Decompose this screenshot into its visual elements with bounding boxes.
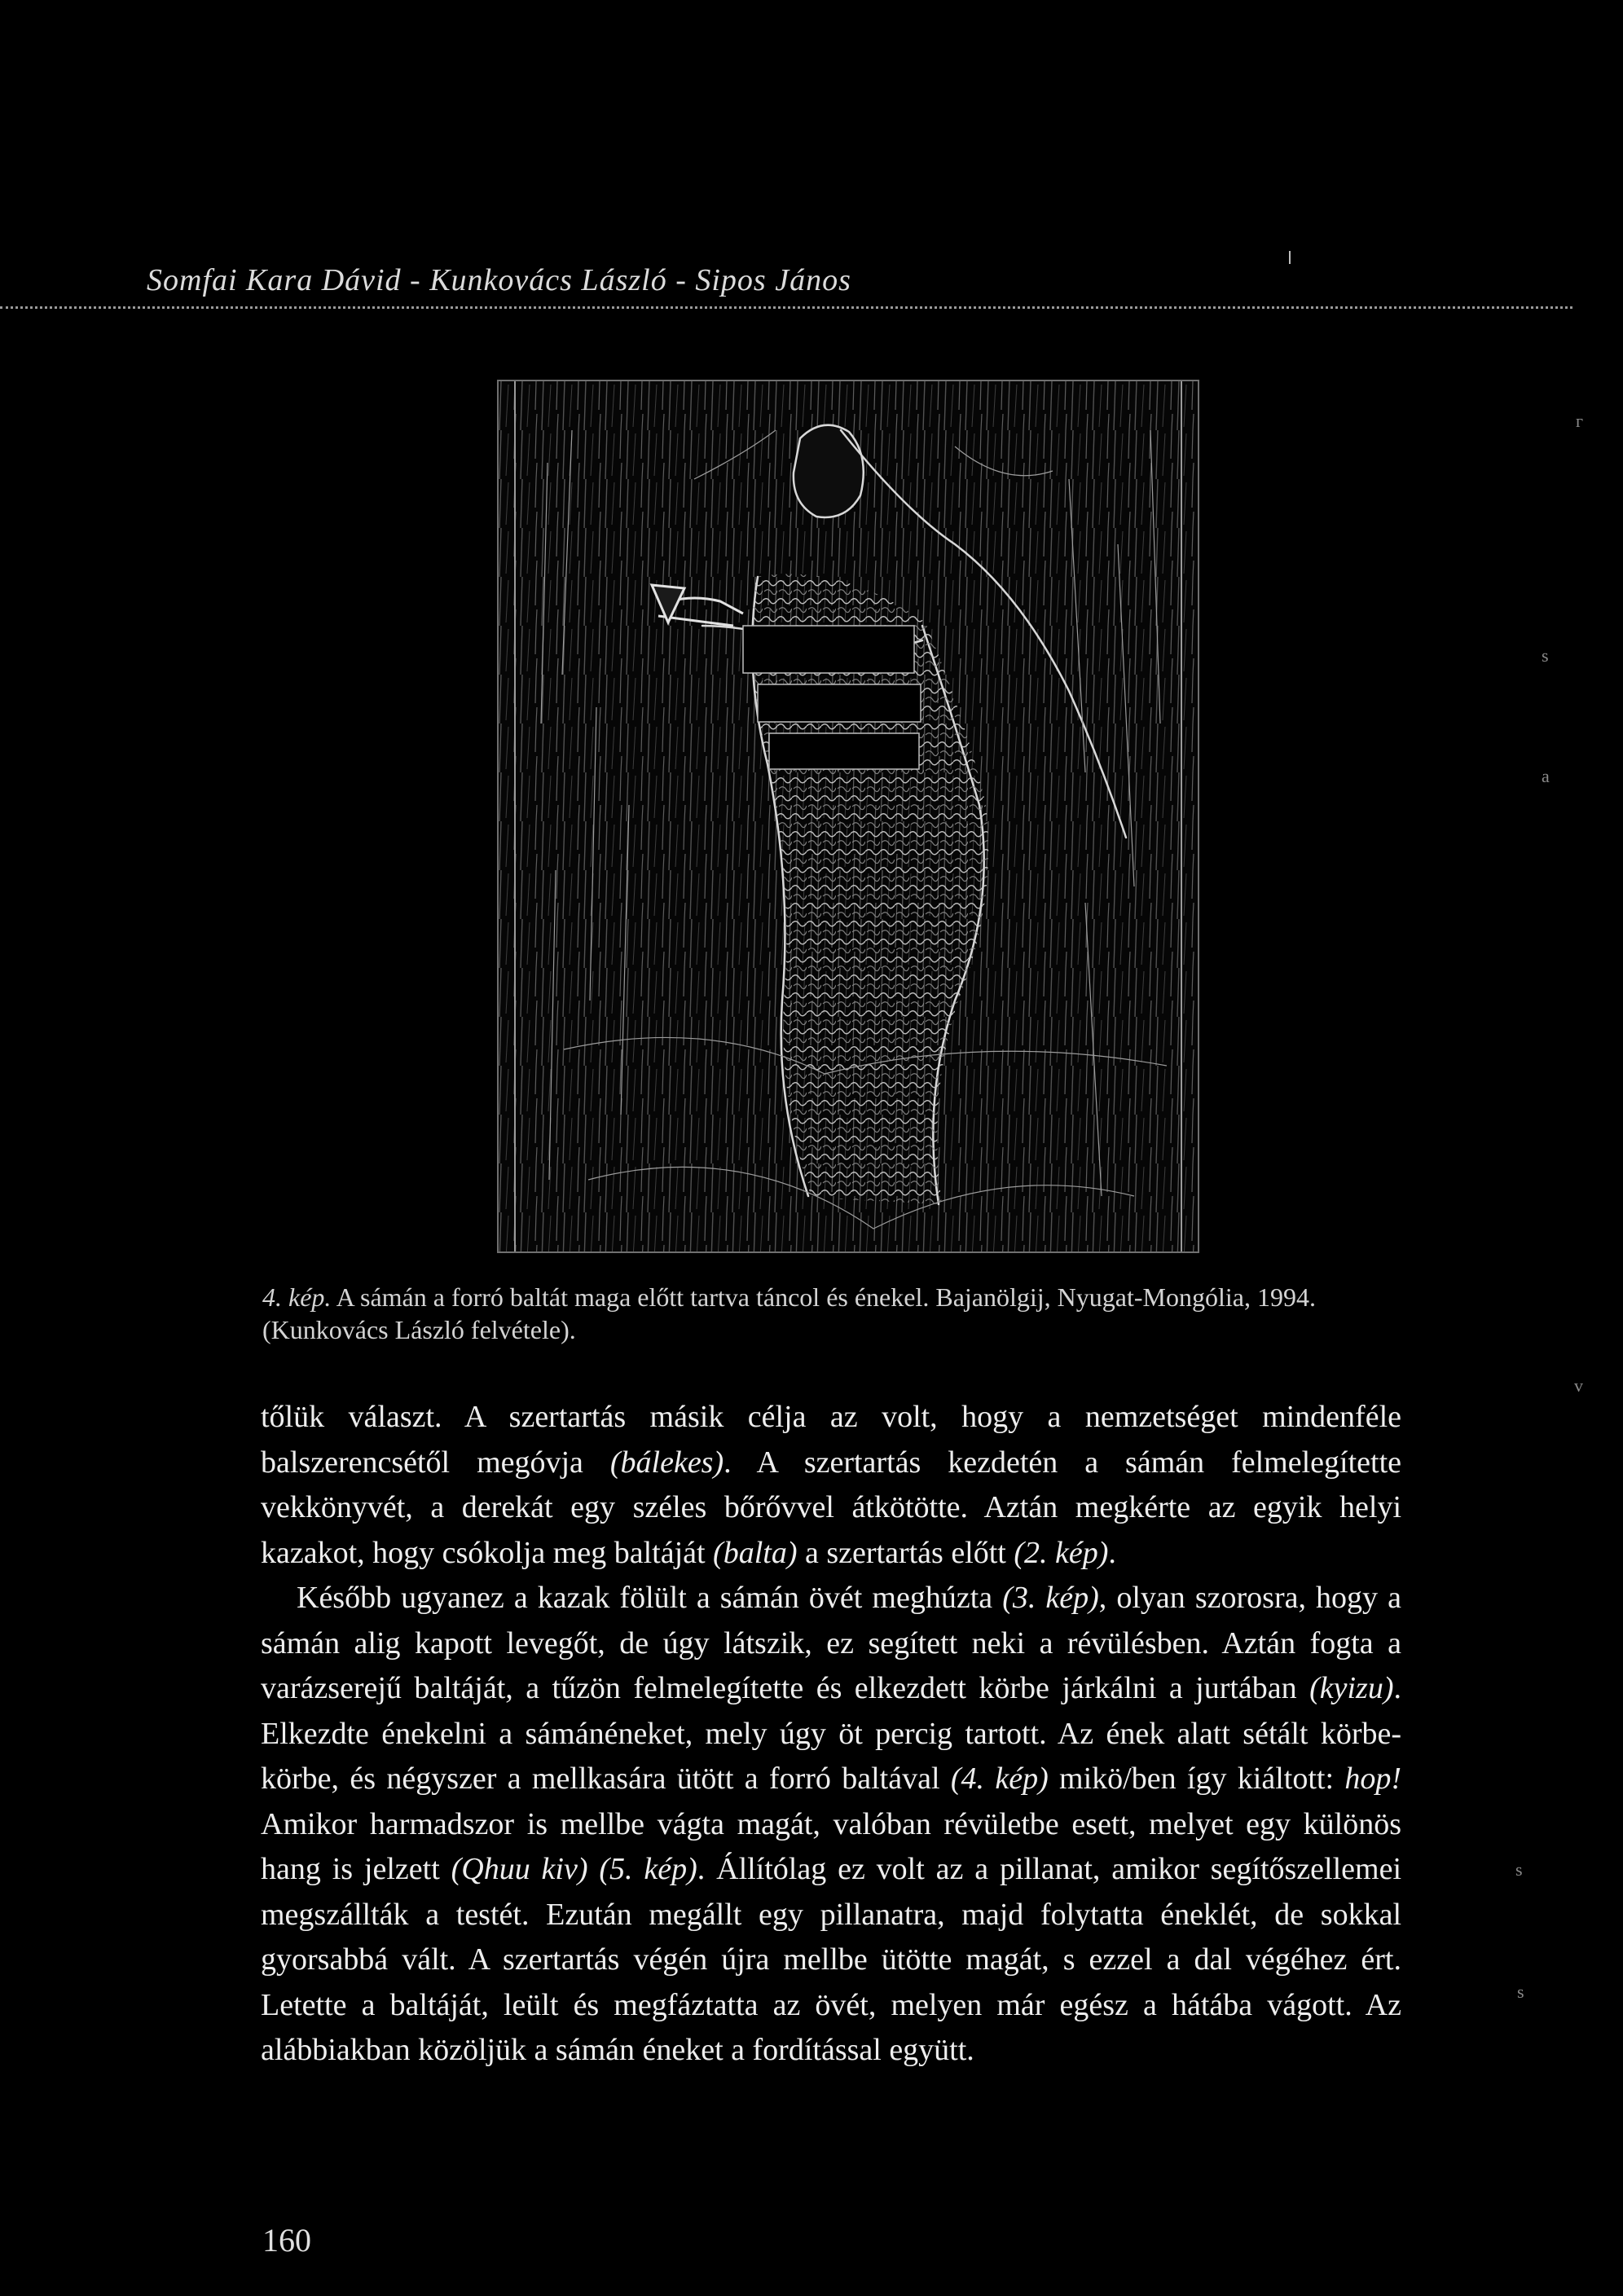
paragraph-1 — [261, 1395, 1401, 1576]
figure-caption-text: A sámán a forró baltát maga előtt tartva táncol és énekel. Bajanölgij, Nyugat-Mongólia, 1994. (Kunkovács László felvétele). — [262, 1282, 1316, 1344]
margin-mark-1: г — [1576, 411, 1584, 431]
p2-ref-kep-4: (4. kép) — [950, 1762, 1049, 1796]
margin-mark-5: s — [1515, 1859, 1523, 1880]
paragraph-2 — [261, 1576, 1401, 2074]
margin-mark-6: s — [1517, 1982, 1524, 2002]
figure-caption — [262, 1281, 1395, 1346]
p1-term-balekes: (bálekes) — [609, 1445, 724, 1480]
p2-term-kyizu: (kyizu) — [1309, 1671, 1394, 1705]
body-text — [261, 1395, 1401, 2074]
margin-mark-4: v — [1574, 1375, 1583, 1396]
p2-text-2: , olyan szorosra, hogy a sámán alig kapott levegőt, de úgy látszik, ez segített neki a révülésben. Aztán fogta a varázserejű baltáját, a tűzön felmelegítette és elkezdett körbe járkálni a jurtában — [261, 1581, 1401, 1705]
p2-text-7: . Állítólag ez volt az a pillanat, amikor segítőszellemei megszállták a testét. Ezután megállt egy pillanatra, majd folytatta éneklét, de sokkal gyorsabbá vált. A szertartás végén újra mellbe ütötte magát, s ezzel a dal végéhez ért. Letette a baltáját, leült és megfáztatta az övét, melyen már egész a hátába vágott. Az alábbiakban közöljük a sámán éneket a fordítással együtt. — [261, 1852, 1402, 2067]
p1-text-4: . — [1108, 1535, 1116, 1570]
p2-ref-kep-3: (3. kép) — [1002, 1581, 1099, 1615]
p1-text-1: tőlük választ. A szertartás másik célja az volt, hogy a nemzetséget mindenféle balszerencsétől megóvja — [261, 1400, 1401, 1480]
margin-mark-3: a — [1542, 766, 1550, 786]
p2-text-4: mikö/ben így kiáltott: — [1048, 1762, 1345, 1796]
head-tick-mark — [1289, 251, 1291, 264]
running-head: Somfai Kara Dávid - Kunkovács László - Sipos János — [147, 263, 851, 297]
p2-text-3: . Elkezdte énekelni a sámánéneket, mely úgy öt percig tartott. Az ének alatt sétált körbe-körbe, és négyszer a mellkasára ütött a forró baltával — [261, 1671, 1401, 1796]
p1-text-3: a szertartás előtt — [797, 1535, 1014, 1570]
p2-text-6 — [588, 1852, 600, 1886]
p2-term-qhuu-kiv: (Qhuu kiv) — [451, 1852, 588, 1886]
figure-photo — [499, 381, 1198, 1251]
header-rule — [0, 306, 1572, 309]
shaman-dancing-photo — [499, 381, 1198, 1251]
p1-term-balta: (balta) — [713, 1535, 798, 1570]
p1-text-2: . A szertartás kezdetén a sámán felmelegítette vekkönyvét, a derekát egy széles bőrővvel átkötötte. Aztán megkérte az egyik helyi kazakot, hogy csókolja meg baltáját — [261, 1445, 1401, 1570]
figure-label: 4. kép. — [262, 1282, 332, 1312]
p2-term-hop: hop! — [1344, 1762, 1401, 1796]
margin-mark-2: s — [1542, 645, 1549, 666]
p2-text-1: Később ugyanez a kazak fölült a sámán övét meghúzta — [297, 1581, 1003, 1615]
p2-ref-kep-5: (5. kép) — [599, 1852, 697, 1886]
p1-ref-kep-2: (2. kép) — [1014, 1535, 1109, 1570]
p2-text-5: Amikor harmadszor is mellbe vágta magát, valóban révületbe esett, melyet egy különös hang is jelzett — [261, 1806, 1401, 1886]
page-number: 160 — [262, 2222, 311, 2259]
